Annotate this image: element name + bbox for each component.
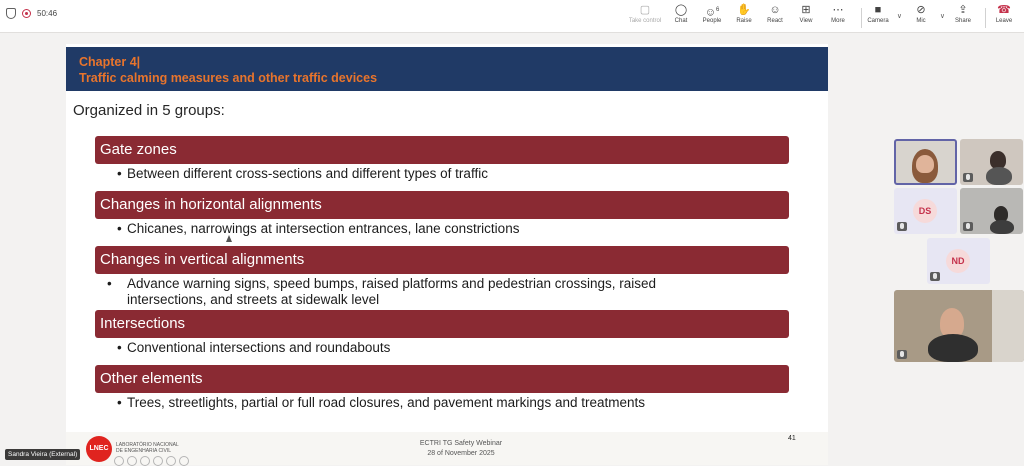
shield-icon	[6, 8, 16, 19]
shared-slide	[66, 44, 828, 434]
page-number: 41	[788, 435, 796, 442]
phone-icon: ☎	[997, 4, 1011, 16]
cast-icon: ▢	[639, 4, 651, 16]
elapsed-time: 50:46	[37, 9, 58, 18]
bullet-item: • Chicanes, narrowings at intersection entrances, lane constrictions	[117, 221, 520, 236]
more-button[interactable]: ⋯ More	[820, 3, 856, 24]
mic-off-icon: ⊘	[916, 4, 926, 16]
participant-video-tile[interactable]	[894, 139, 957, 185]
footer-text: ECTRI TG Safety Webinar 28 of November 2025	[419, 440, 503, 457]
mic-muted-icon	[963, 173, 973, 182]
bullet-item: • Between different cross-sections and different types of traffic	[117, 166, 488, 181]
bullet-item: • Advance warning signs, speed bumps, raised platforms and pedestrian crossings, raised intersections, and streets at sidewalk level	[107, 276, 657, 307]
meeting-toolbar	[0, 0, 1024, 33]
participant-face	[916, 155, 934, 173]
more-icon: ⋯	[832, 4, 844, 16]
mouse-cursor	[226, 235, 232, 242]
avatar	[946, 249, 970, 273]
presenter-name-tag: Sandra Vieira (External)	[5, 449, 80, 460]
people-icon: ☺$^6$	[704, 6, 720, 19]
share-button[interactable]: ⇪ Share	[945, 3, 981, 24]
organization-name: LABORATÓRIO NACIONAL DE ENGENHARIA CIVIL	[116, 442, 179, 454]
recording-icon	[22, 9, 31, 18]
group-heading: Intersections	[95, 310, 789, 338]
camera-options-chevron-icon[interactable]: ∨	[896, 13, 902, 20]
mic-options-chevron-icon[interactable]: ∨	[939, 13, 945, 20]
lnec-logo: LNEC	[86, 436, 112, 462]
bullet-item: • Conventional intersections and roundabouts	[117, 340, 391, 355]
share-icon: ⇪	[958, 4, 968, 16]
participant-video-tile[interactable]	[960, 139, 1023, 185]
group-heading: Gate zones	[95, 136, 789, 164]
group-heading: Other elements	[95, 365, 789, 393]
bullet-item: • Trees, streetlights, partial or full road closures, and pavement markings and treatments	[117, 395, 645, 410]
participant-initials: DS	[918, 206, 932, 216]
participant-video-tile[interactable]	[894, 290, 1024, 362]
participant-video-tile[interactable]	[960, 188, 1023, 234]
smile-icon: ☺	[769, 4, 781, 16]
background-wall	[992, 290, 1024, 362]
participant-avatar-tile[interactable]	[927, 238, 990, 284]
group-heading: Changes in vertical alignments	[95, 246, 789, 274]
take-control-button[interactable]: ▢ Take control	[628, 4, 662, 24]
view-button[interactable]: ⊞ View	[788, 3, 824, 24]
group-heading: Changes in horizontal alignments	[95, 191, 789, 219]
mic-muted-icon	[930, 272, 940, 281]
mic-button[interactable]: ⊘ Mic	[903, 3, 939, 24]
slide-header	[66, 47, 828, 91]
people-count: 6	[715, 7, 720, 13]
camera-icon: ■	[874, 4, 882, 16]
mic-muted-icon	[897, 350, 907, 359]
react-button[interactable]: ☺ React	[757, 3, 793, 24]
chat-icon: ◯	[674, 4, 688, 16]
hand-icon: ✋	[737, 4, 751, 16]
camera-button[interactable]: ■ Camera	[860, 3, 896, 24]
raise-hand-button[interactable]: ✋ Raise	[726, 3, 762, 24]
slide-intro: Organized in 5 groups:	[73, 102, 225, 119]
slide-title: Chapter 4| Traffic calming measures and other traffic devices	[79, 55, 378, 85]
grid-icon: ⊞	[801, 4, 811, 16]
people-button[interactable]: ☺$^6$ People	[694, 3, 730, 24]
leave-button[interactable]: ☎ Leave	[986, 3, 1022, 24]
chat-button[interactable]: ◯ Chat	[663, 3, 699, 24]
mic-muted-icon	[963, 222, 973, 231]
participant-avatar-tile[interactable]	[894, 188, 957, 234]
mic-muted-icon	[897, 222, 907, 231]
participant-face	[986, 167, 1012, 185]
participant-initials: ND	[951, 256, 965, 266]
participant-face	[928, 334, 978, 362]
avatar	[913, 199, 937, 223]
participant-face	[990, 220, 1014, 234]
